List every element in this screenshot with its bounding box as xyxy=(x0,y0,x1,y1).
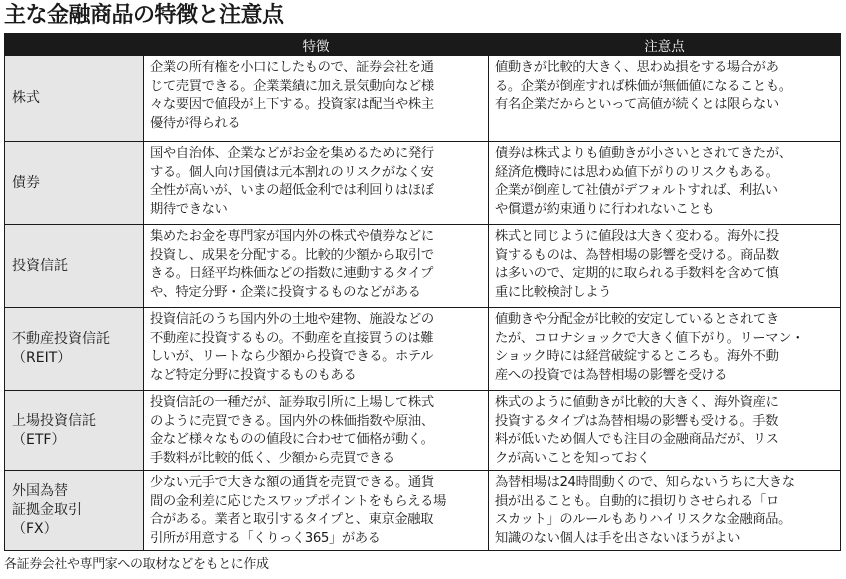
text-line: 債券は株式よりも値動きが小さいとされてきたが、 xyxy=(495,146,792,161)
page-title: 主な金融商品の特徴と注意点 xyxy=(4,3,284,28)
text-line: 集めたお金を専門家が国内外の株式や債券などに xyxy=(150,229,434,244)
text-line: 投資するタイプは為替相場の影響も受ける。手数 xyxy=(495,413,779,429)
text-line: 経済危機時には思わぬ値下がりのリスクもある。 xyxy=(495,164,779,180)
label-line: 外国為替 xyxy=(12,483,68,499)
row-label xyxy=(5,142,144,225)
text-line: スカット」のルールもありハイリスクな金融商品。 xyxy=(495,512,791,527)
text-line: じて売買できる。企業業績に加え景気動向など様 xyxy=(150,78,434,94)
header-row xyxy=(5,34,841,56)
cautions-cell xyxy=(489,391,841,471)
text-line: 産への投資では為替相場の影響を受ける xyxy=(495,367,728,383)
text-line: 値動きが比較的大きく、思わぬ損をする場合があ xyxy=(495,60,779,75)
text-line: 間の金利差に応じたスワップポイントをもらえる場 xyxy=(150,493,446,509)
row-label xyxy=(5,391,144,471)
text-line: 全性が高いが、いまの超低金利では利回りはほぼ xyxy=(150,183,434,198)
text-line: 投資信託の一種だが、証券取引所に上場して株式 xyxy=(150,395,434,410)
cautions-cell xyxy=(489,471,841,551)
text-line: は多いので、定期的に取られる手数料を含めて慎 xyxy=(495,266,779,281)
text-line: 値動きや分配金が比較的安定しているとされてき xyxy=(495,312,779,327)
features-cell xyxy=(144,471,489,551)
text-line: 金など様々なものの値段に合わせて価格が動く。 xyxy=(150,432,434,447)
text-line: 重に比較検討しよう xyxy=(495,284,612,300)
text-line: 期待できない xyxy=(150,201,228,217)
text-line: きる。日経平均株価などの指数に連動するタイプ xyxy=(150,266,434,281)
label-line: （ETF） xyxy=(12,431,66,448)
row-label xyxy=(5,471,144,551)
label-line: 株式 xyxy=(12,90,40,106)
label-line: 不動産投資信託 xyxy=(12,331,110,347)
text-line: 不動産に投資するもの。不動産を直接買うのは難 xyxy=(150,330,434,346)
text-line: 為替相場は24時間動くので、知らないうちに大きな xyxy=(495,475,795,490)
text-line: 料が低いため個人でも注目の金融商品だが、リス xyxy=(495,432,779,447)
text-line: など特定分野に投資するものもある xyxy=(150,367,357,383)
label-line: （FX） xyxy=(12,521,58,537)
source-note: 各証券会社や専門家への取材などをもとに作成 xyxy=(4,557,269,572)
table-row xyxy=(5,471,841,551)
text-line: 合がある。業者と取引するタイプと、東京金融取 xyxy=(150,512,434,527)
text-line: クが高いことを知っておく xyxy=(495,450,650,466)
text-line: 投資信託のうち国内外の土地や建物、施設などの xyxy=(150,312,434,327)
text-line: する。個人向け国債は元本割れのリスクがなく安 xyxy=(150,164,434,180)
text-line: 投資し、成果を分配する。比較的少額から取引で xyxy=(150,247,434,263)
text-line: たが、コロナショックで大きく値下がり。リーマン・ xyxy=(495,330,804,346)
text-line: 優待が得られる xyxy=(150,115,241,131)
header-features: 特徴 xyxy=(144,34,489,56)
label-line: （REIT） xyxy=(12,350,72,366)
table-row xyxy=(5,225,841,308)
text-line: 少ない元手で大きな額の通貨を売買できる。通貨 xyxy=(150,475,434,490)
table-row xyxy=(5,142,841,225)
text-line: や償還が約束通りに行われないことも xyxy=(495,201,715,217)
header-corner xyxy=(5,34,144,56)
text-line: 資するものは、為替相場の影響を受ける。商品数 xyxy=(495,247,779,263)
text-line: や、特定分野・企業に投資するものなどがある xyxy=(150,284,421,300)
cautions-cell xyxy=(489,308,841,391)
text-line: 株式のように値動きが比較的大きく、海外資産に xyxy=(495,395,779,410)
features-cell xyxy=(144,308,489,391)
comparison-table xyxy=(4,33,841,551)
table-row xyxy=(5,391,841,471)
text-line: のように売買できる。国内外の株価指数や原油、 xyxy=(150,413,434,429)
cautions-cell xyxy=(489,225,841,308)
features-cell xyxy=(144,56,489,142)
label-line: 上場投資信託 xyxy=(12,412,96,429)
features-cell xyxy=(144,391,489,471)
label-line: 証拠金取引 xyxy=(12,502,82,518)
text-line: 企業が倒産して社債がデフォルトすれば、利払い xyxy=(495,183,778,198)
label-line: 投資信託 xyxy=(12,257,68,274)
row-label xyxy=(5,308,144,391)
text-line: 知識のない個人は手を出さないほうがよい xyxy=(495,530,741,546)
text-line: しいが、リートなら少額から投資できる。ホテル xyxy=(150,349,434,364)
text-line: 国や自治体、企業などがお金を集めるために発行 xyxy=(150,146,434,161)
text-line: ショック時には経営破綻するところも。海外不動 xyxy=(495,349,779,364)
features-cell xyxy=(144,225,489,308)
text-line: 株式と同じように値段は大きく変わる。海外に投 xyxy=(495,229,779,244)
header-cautions: 注意点 xyxy=(489,34,841,56)
text-line: 々な要因で値段が上下する。投資家は配当や株主 xyxy=(150,97,434,112)
text-line: 企業の所有権を小口にしたもので、証券会社を通 xyxy=(150,60,434,75)
text-line: 手数料が比較的低く、少額から売買できる xyxy=(150,450,395,466)
text-line: る。企業が倒産すれば株価が無価値になることも。 xyxy=(495,78,792,94)
table-row xyxy=(5,308,841,391)
row-label xyxy=(5,225,144,308)
row-label xyxy=(5,56,144,142)
text-line: 引所が用意する「くりっく365」がある xyxy=(150,530,381,546)
text-line: 損が出ることも。自動的に損切りさせられる「ロ xyxy=(495,493,779,509)
table-row xyxy=(5,56,841,142)
text-line: 有名企業だからといって高値が続くとは限らない xyxy=(495,97,779,112)
features-cell xyxy=(144,142,489,225)
cautions-cell xyxy=(489,56,841,142)
label-line: 債券 xyxy=(12,174,40,191)
cautions-cell xyxy=(489,142,841,225)
